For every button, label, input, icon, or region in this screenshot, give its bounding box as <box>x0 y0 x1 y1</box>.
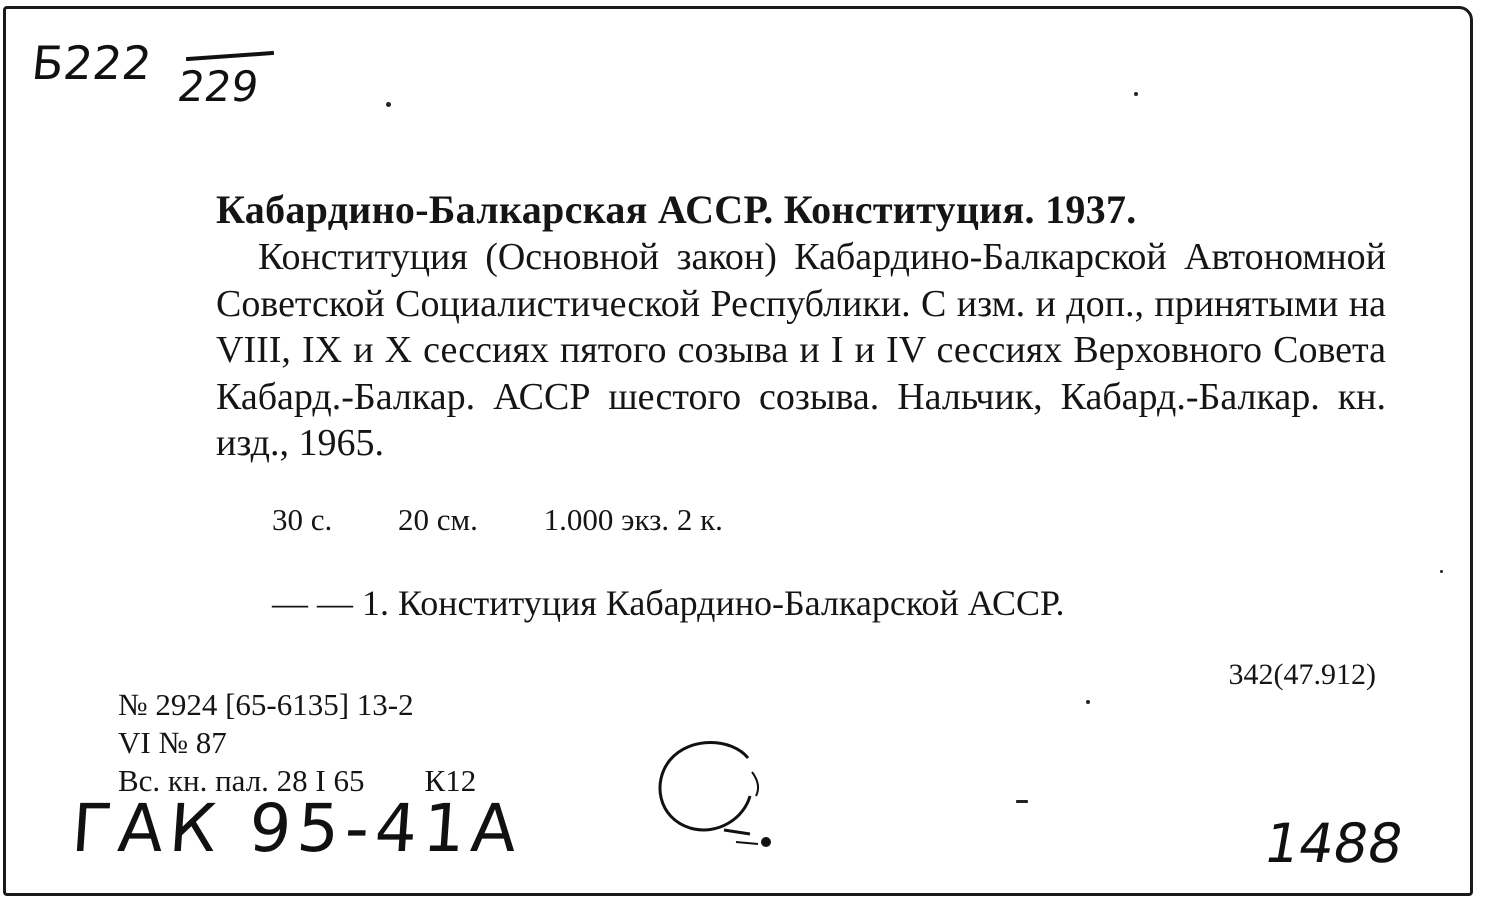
call-number-main: Б222 <box>29 36 155 90</box>
registration-ledger <box>118 686 476 800</box>
ledger-line-2: VI № 87 <box>118 725 227 760</box>
ink-speck <box>386 102 391 107</box>
print-run: 1.000 экз. 2 к. <box>543 502 723 537</box>
library-stamp-icon <box>640 730 780 860</box>
ink-speck <box>1440 570 1443 573</box>
ledger-code: К12 <box>424 763 477 798</box>
classification-code: 342(47.912) <box>1228 658 1376 691</box>
archive-mark: ГАК 95-41А <box>69 790 525 867</box>
description-text: Конституция (Основной закон) Кабардино-Балкарской Автономной Советской Социалистической Республики. С изм. и доп., принятыми на VIII, IX и X сессиях пятого созыва и I и IV сессиях Верховного Совета Кабард.-Балкар. АССР шестого созыва. Нальчик, Кабард.-Балкар. кн. изд., 1965. <box>216 236 1386 464</box>
ledger-line-1: № 2924 [65-6135] 13-2 <box>118 687 414 722</box>
ink-speck <box>1134 92 1138 96</box>
accession-number: 1488 <box>1259 812 1408 875</box>
card-heading: Кабардино-Балкарская АССР. Конституция. 1937. <box>216 187 1137 232</box>
call-number-sub: 229 <box>174 62 262 111</box>
physical-description <box>272 502 781 538</box>
ledger-chamber-entry: Вс. кн. пал. 28 I 65 <box>118 763 365 798</box>
ink-speck <box>1086 700 1090 704</box>
page-count: 30 с. <box>272 502 333 537</box>
book-size: 20 см. <box>398 502 478 537</box>
ink-speck <box>1016 800 1028 803</box>
subject-tracing: — — 1. Конституция Кабардино-Балкарской АССР. <box>272 583 1065 623</box>
bibliographic-description <box>216 234 1386 467</box>
